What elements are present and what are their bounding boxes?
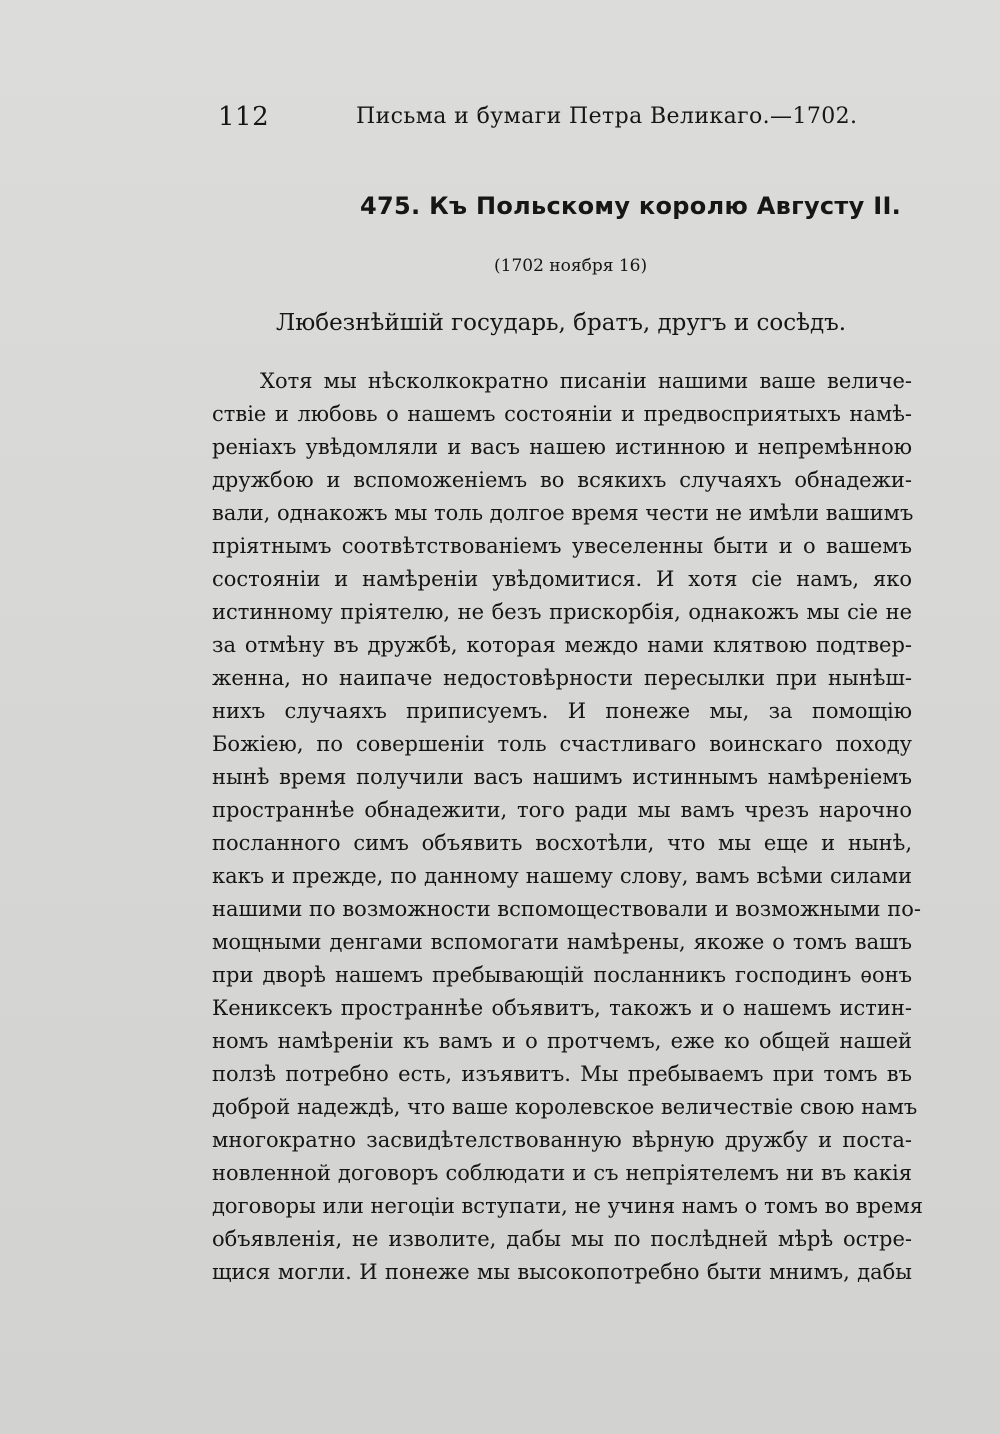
text-line: номъ намѣреніи къ вамъ и о протчемъ, еже ко общей нашей bbox=[212, 1029, 912, 1053]
text-line: Хотя мы нѣсколкократно писаніи нашими ваше величе- bbox=[260, 369, 912, 393]
text-line: истинному пріятелю, не безъ прискорбія, однакожъ мы сіе не bbox=[212, 600, 912, 624]
text-line: объявленія, не изволите, дабы мы по послѣдней мѣрѣ остре- bbox=[212, 1227, 912, 1251]
document-date: (1702 ноября 16) bbox=[494, 256, 648, 276]
text-line: женна, но наипаче недостовѣрности пересылки при нынѣш- bbox=[212, 666, 912, 690]
running-title: Письма и бумаги Петра Великаго.—1702. bbox=[356, 104, 858, 129]
text-line: новленной договоръ соблюдати и съ непріятелемъ ни въ какія bbox=[212, 1161, 912, 1185]
text-line: пріятнымъ соотвѣтствованіемъ увеселенны быти и о вашемъ bbox=[212, 534, 912, 558]
text-line: при дворѣ нашемъ пребывающій посланникъ господинъ ѳонъ bbox=[212, 963, 912, 987]
text-line: вали, однакожъ мы толь долгое время чести не имѣли вашимъ bbox=[212, 501, 914, 525]
text-line: ствіе и любовь о нашемъ состояніи и предвосприятыхъ намѣ- bbox=[212, 402, 912, 426]
text-line: реніахъ увѣдомляли и васъ нашею истинною и непремѣнною bbox=[212, 435, 912, 459]
text-line: какъ и прежде, по данному нашему слову, вамъ всѣми силами bbox=[212, 864, 912, 888]
text-line: ползѣ потребно есть, изъявитъ. Мы пребываемъ при томъ въ bbox=[212, 1062, 912, 1086]
text-line: мощными денгами вспомогати намѣрены, якоже о томъ вашъ bbox=[212, 930, 912, 954]
text-line: дружбою и вспоможеніемъ во всякихъ случаяхъ обнадежи- bbox=[212, 468, 912, 492]
letter-body bbox=[212, 365, 924, 1289]
text-line: многократно засвидѣтелствованную вѣрную дружбу и поста- bbox=[212, 1128, 912, 1152]
text-line: посланного симъ объявить восхотѣли, что мы еще и нынѣ, bbox=[212, 831, 912, 855]
text-line: состояніи и намѣреніи увѣдомитися. И хотя сіе намъ, яко bbox=[212, 567, 912, 591]
text-line: за отмѣну въ дружбѣ, которая междо нами клятвою подтвер- bbox=[212, 633, 912, 657]
text-line: нихъ случаяхъ приписуемъ. И понеже мы, за помощію bbox=[212, 699, 912, 723]
salutation: Любезнѣйшій государь, братъ, другъ и сосѣдъ. bbox=[276, 310, 847, 336]
text-line: Божіею, по совершеніи толь счастливаго воинскаго походу bbox=[212, 732, 912, 756]
text-line: доброй надеждѣ, что ваше королевское величествіе свою намъ bbox=[212, 1095, 918, 1119]
text-line: нынѣ время получили васъ нашимъ истиннымъ намѣреніемъ bbox=[212, 765, 912, 789]
running-head bbox=[218, 96, 858, 136]
page-number: 112 bbox=[218, 102, 270, 132]
text-line: пространнѣе обнадежити, того ради мы вамъ чрезъ нарочно bbox=[212, 798, 912, 822]
text-line: Кениксекъ пространнѣе объявитъ, такожъ и о нашемъ истин- bbox=[212, 996, 912, 1020]
text-line: щися могли. И понеже мы высокопотребно быти мнимъ, дабы bbox=[212, 1260, 912, 1284]
text-line: договоры или негоціи вступати, не учиня намъ о томъ во время bbox=[212, 1194, 924, 1218]
text-line: нашими по возможности вспомоществовали и возможными по- bbox=[212, 897, 921, 921]
document-heading: 475. Къ Польскому королю Августу II. bbox=[360, 192, 902, 220]
